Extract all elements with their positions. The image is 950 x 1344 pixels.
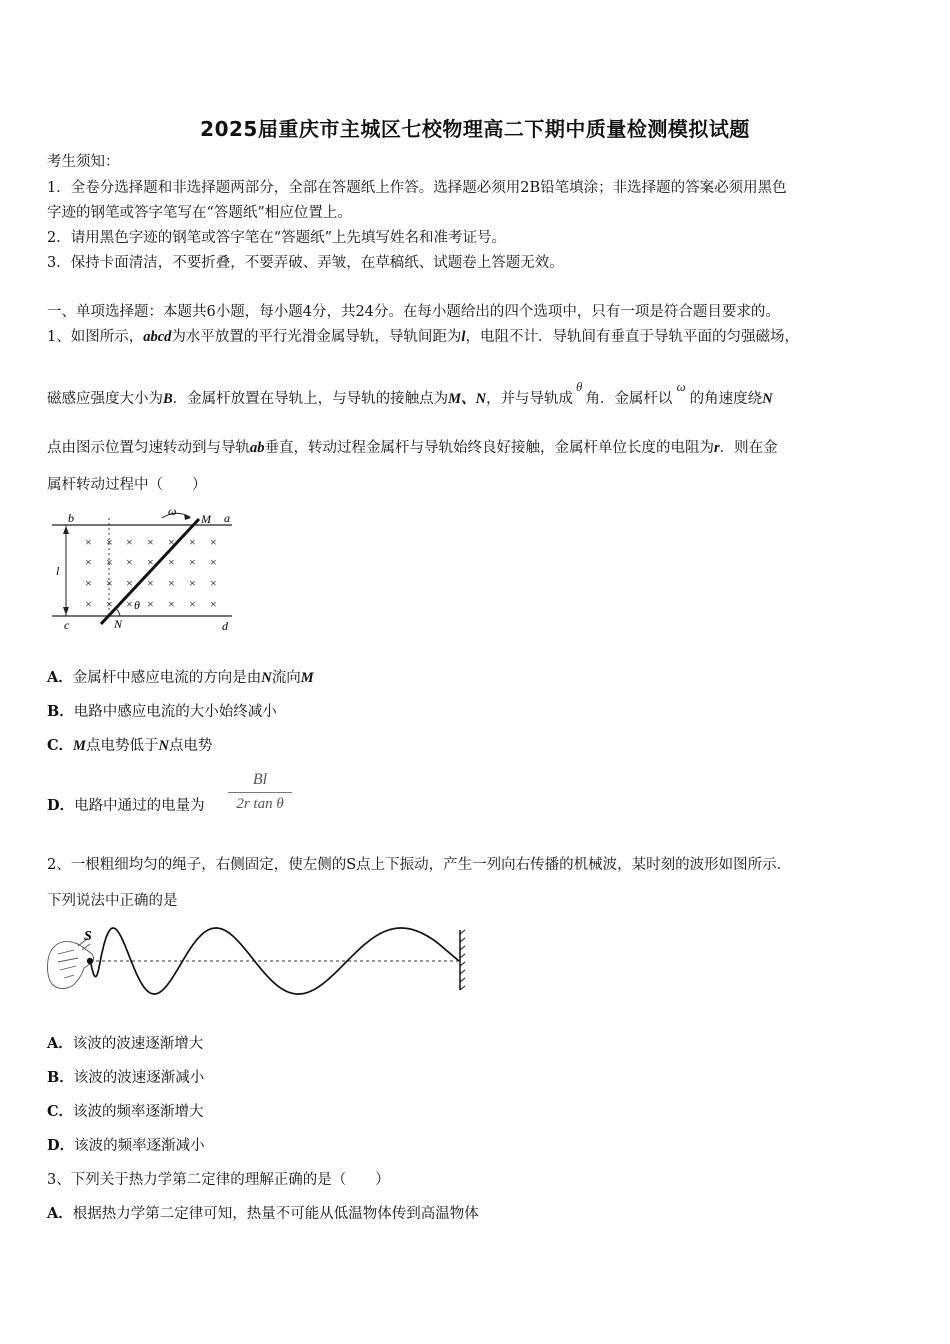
- option-text: 金属杆中感应电流的方向是由: [72, 670, 262, 686]
- q2-option-b[interactable]: [47, 1068, 204, 1088]
- field-cross-icon: ×: [106, 576, 113, 590]
- field-cross-icon: ×: [126, 555, 133, 569]
- field-cross-icon: ×: [210, 597, 217, 611]
- field-cross-icon: ×: [85, 535, 92, 549]
- option-label: B．: [47, 1069, 74, 1086]
- label-a: a: [224, 511, 230, 525]
- q1-var-N: N: [762, 391, 773, 407]
- option-text: 电路中感应电流的大小始终减小: [73, 704, 277, 720]
- option-label: C．: [47, 1103, 74, 1120]
- notice-heading: 考生须知：: [47, 154, 120, 170]
- notice-item-2: 2．请用黑色字迹的钢笔或答字笔在“答题纸”上先填写姓名和准考证号。: [47, 230, 507, 246]
- formula-denominator: 2r tan θ: [236, 796, 284, 812]
- label-l: l: [56, 564, 60, 578]
- option-text: 该波的频率逐渐减小: [74, 1138, 205, 1154]
- field-cross-icon: ×: [106, 555, 113, 569]
- option-var-N: N: [261, 670, 272, 686]
- q2-option-a[interactable]: [47, 1034, 203, 1054]
- q1-option-d[interactable]: [47, 796, 205, 816]
- field-cross-icon: ×: [189, 555, 196, 569]
- page-title: 2025届重庆市主城区七校物理高二下期中质量检测模拟试题: [200, 117, 750, 141]
- option-label: C．: [47, 737, 74, 754]
- field-cross-icon: ×: [210, 555, 217, 569]
- field-cross-icon: ×: [126, 576, 133, 590]
- field-cross-icon: ×: [168, 555, 175, 569]
- field-cross-icon: ×: [85, 597, 92, 611]
- option-text: 该波的波速逐渐减小: [73, 1070, 205, 1086]
- option-var-N: N: [158, 738, 169, 754]
- field-cross-icon: ×: [189, 576, 196, 590]
- q1-text: ，并与导轨成: [486, 391, 574, 407]
- q3-option-a[interactable]: [47, 1204, 479, 1224]
- q1-var-omega: ω: [676, 379, 686, 394]
- q1-text: 磁感应强度大小为: [47, 391, 163, 407]
- q1-option-c[interactable]: [47, 736, 212, 756]
- field-cross-icon: ×: [106, 597, 113, 611]
- option-label: A．: [47, 669, 73, 686]
- label-theta: θ: [134, 598, 140, 612]
- field-cross-icon: ×: [210, 535, 217, 549]
- field-cross-icon: ×: [147, 597, 154, 611]
- option-var-M: M: [300, 670, 314, 686]
- option-text: 该波的频率逐渐增大: [73, 1104, 204, 1120]
- option-text: 点电势低于: [85, 738, 159, 754]
- option-var-M: M: [73, 738, 86, 754]
- q1-option-b[interactable]: [47, 702, 277, 722]
- field-cross-icon: ×: [85, 576, 92, 590]
- q1-option-a[interactable]: [47, 668, 314, 688]
- q1-var-theta: θ: [576, 379, 583, 394]
- field-cross-icon: ×: [168, 576, 175, 590]
- arrow-up-icon: [63, 526, 69, 534]
- arrow-down-icon: [63, 607, 69, 615]
- option-label: D．: [47, 1137, 75, 1154]
- label-d: d: [222, 619, 228, 633]
- field-cross-icon: ×: [147, 576, 154, 590]
- q1-var-B: B: [163, 391, 173, 407]
- q1-option-d-formula: [228, 770, 292, 814]
- q1-var-abcd: abcd: [143, 329, 172, 345]
- notice-item-1-line-2: 字迹的钢笔或答字笔写在“答题纸”相应位置上。: [47, 205, 352, 221]
- q1-text: ．金属杆放置在导轨上，与导轨的接触点为: [172, 391, 449, 407]
- q2-option-d[interactable]: [47, 1136, 205, 1156]
- option-text: 流向: [271, 670, 301, 686]
- hand-icon: [48, 938, 94, 989]
- fraction-bar: [228, 792, 292, 793]
- field-cross-icon: ×: [106, 535, 113, 549]
- q1-var-r: r: [714, 440, 720, 456]
- q1-text: 1、如图所示，: [47, 329, 144, 345]
- option-text: 电路中通过的电量为: [74, 798, 205, 814]
- field-cross-icon: ×: [126, 535, 133, 549]
- option-text: 点电势: [168, 738, 213, 754]
- q1-line-1: [47, 327, 799, 347]
- magnetic-field-crosses: [85, 535, 217, 611]
- notice-item-3: 3．保持卡面清洁，不要折叠，不要弄破、弄皱，在草稿纸、试题卷上答题无效。: [47, 255, 564, 271]
- point-s-marker: [87, 958, 93, 964]
- field-cross-icon: ×: [189, 597, 196, 611]
- q1-line-2: [47, 379, 773, 409]
- q1-text: 的角速度绕: [689, 391, 763, 407]
- q1-text: 垂直，转动过程金属杆与导轨始终良好接触，金属杆单位长度的电阻为: [264, 440, 714, 456]
- field-cross-icon: ×: [85, 555, 92, 569]
- field-cross-icon: ×: [210, 576, 217, 590]
- q1-var-MN: M、N: [448, 391, 487, 407]
- option-label: A．: [47, 1035, 73, 1052]
- q1-text: ．则在金: [719, 440, 778, 456]
- field-cross-icon: ×: [168, 535, 175, 549]
- field-cross-icon: ×: [189, 535, 196, 549]
- section-1-heading: 一、单项选择题：本题共6小题，每小题4分，共24分。在每小题给出的四个选项中，只有一项是符合题目要求的。: [47, 304, 780, 320]
- label-c: c: [64, 618, 70, 632]
- label-b: b: [68, 511, 74, 525]
- field-cross-icon: ×: [168, 597, 175, 611]
- q1-line-4: 属杆转动过程中（ ）: [47, 477, 207, 493]
- label-omega: ω: [168, 505, 177, 518]
- q1-line-3: [47, 438, 778, 458]
- option-text: 该波的波速逐渐增大: [72, 1036, 204, 1052]
- field-cross-icon: ×: [147, 535, 154, 549]
- q2-wave-figure: [44, 920, 469, 1004]
- label-M: M: [201, 512, 211, 526]
- option-label: D．: [47, 797, 75, 814]
- q1-text: ，电阻不计．导轨间有垂直于导轨平面的匀强磁场，: [465, 329, 799, 345]
- field-cross-icon: ×: [126, 597, 133, 611]
- q1-text: 点由图示位置匀速转动到与导轨: [47, 440, 250, 456]
- field-cross-icon: ×: [147, 555, 154, 569]
- q1-text: 为水平放置的平行光滑金属导轨，导轨间距为: [171, 329, 462, 345]
- option-label: A．: [47, 1205, 73, 1222]
- q1-var-ab: ab: [250, 440, 265, 456]
- formula-numerator: Bl: [252, 771, 268, 788]
- q2-line-1: 2、一根粗细均匀的绳子，右侧固定，使左侧的S点上下振动，产生一列向右传播的机械波，某时刻的波形如图所示．: [47, 857, 792, 873]
- q1-text: 角．金属杆以: [585, 391, 673, 407]
- option-label: B．: [47, 703, 74, 720]
- label-S: S: [84, 929, 92, 944]
- q3-line-1: 3、下列关于热力学第二定律的理解正确的是（ ）: [47, 1172, 390, 1188]
- q1-rail-figure: [44, 505, 244, 635]
- q1-var-l: l: [461, 329, 466, 345]
- theta-arc: [115, 608, 120, 616]
- q2-line-2: 下列说法中正确的是: [47, 893, 178, 909]
- option-text: 根据热力学第二定律可知，热量不可能从低温物体传到高温物体: [72, 1206, 479, 1222]
- label-N: N: [114, 617, 123, 631]
- q2-option-c[interactable]: [47, 1102, 204, 1122]
- notice-item-1-line-1: 1．全卷分选择题和非选择题两部分，全部在答题纸上作答。选择题必须用2B铅笔填涂；非选择题的答案必须用黑色: [47, 180, 787, 196]
